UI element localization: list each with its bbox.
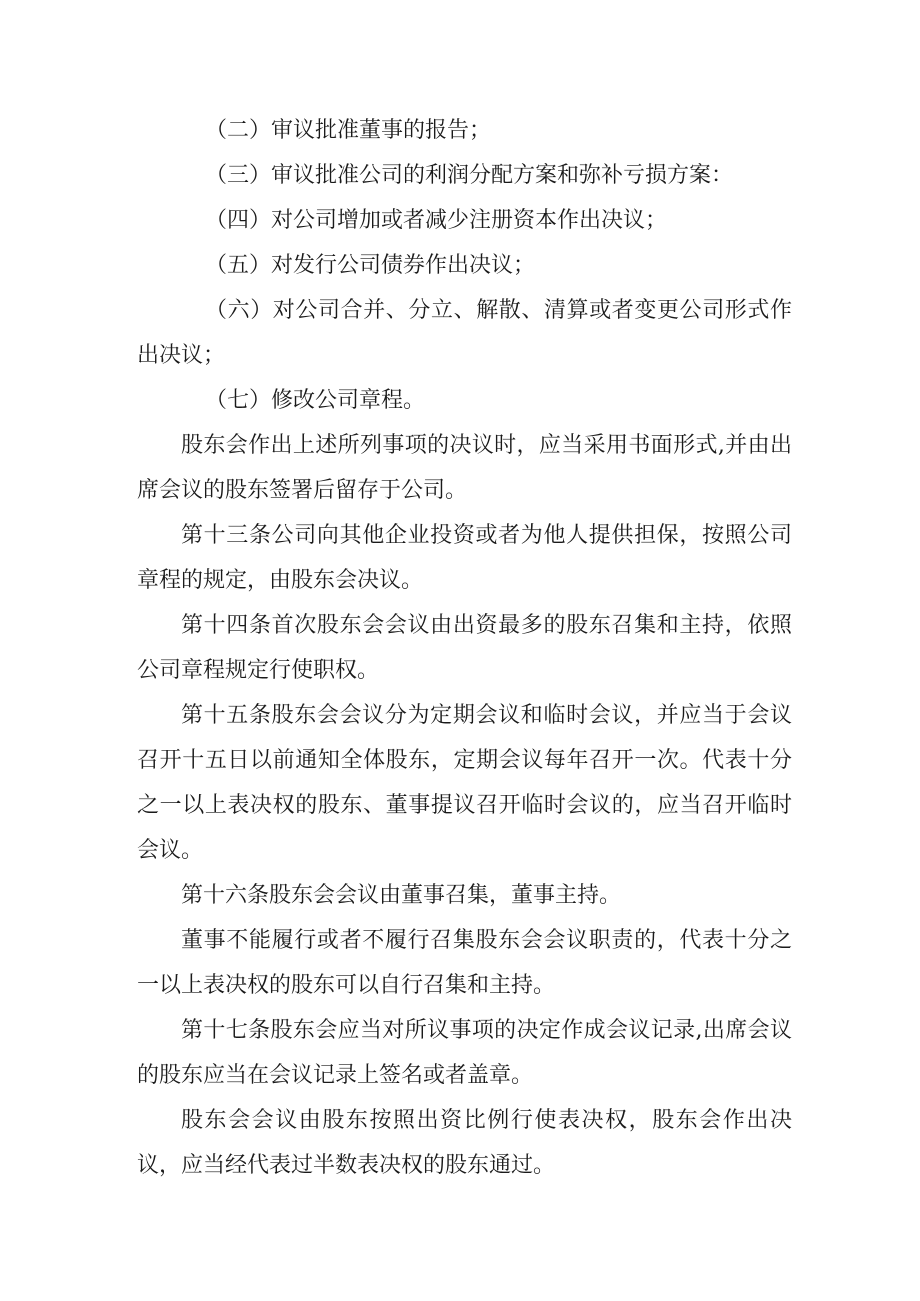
paragraph-voting: 股东会会议由股东按照出资比例行使表决权，股东会作出决议，应当经代表过半数表决权的股东通过。 — [137, 1108, 792, 1178]
article-14: 第十四条首次股东会会议由出资最多的股东召集和主持，依照公司章程规定行使职权。 — [137, 613, 792, 683]
paragraph-resolution-form: 股东会作出上述所列事项的决议时，应当采用书面形式,并由出席会议的股东签署后留存于公司。 — [137, 433, 792, 503]
document-body — [137, 108, 792, 1188]
list-item-7: （七）修改公司章程。 — [205, 388, 426, 413]
article-17: 第十七条股东会应当对所议事项的决定作成会议记录,出席会议的股东应当在会议记录上签名或者盖章。 — [137, 1018, 792, 1088]
paragraph-self-convene: 董事不能履行或者不履行召集股东会会议职责的，代表十分之一以上表决权的股东可以自行召集和主持。 — [137, 928, 792, 998]
list-item-3: （三）审议批准公司的利润分配方案和弥补亏损方案： — [205, 163, 734, 188]
article-16: 第十六条股东会会议由董事召集，董事主持。 — [181, 883, 622, 908]
list-item-6: （六）对公司合并、分立、解散、清算或者变更公司形式作出决议； — [137, 298, 792, 368]
list-item-4: （四）对公司增加或者减少注册资本作出决议； — [205, 208, 668, 233]
list-item-5: （五）对发行公司债券作出决议； — [205, 253, 536, 278]
article-15: 第十五条股东会会议分为定期会议和临时会议，并应当于会议召开十五日以前通知全体股东，定期会议每年召开一次。代表十分之一以上表决权的股东、董事提议召开临时会议的，应当召开临时会议。 — [137, 703, 792, 863]
list-item-2: （二）审议批准董事的报告； — [205, 118, 492, 143]
article-13: 第十三条公司向其他企业投资或者为他人提供担保，按照公司章程的规定，由股东会决议。 — [137, 523, 792, 593]
